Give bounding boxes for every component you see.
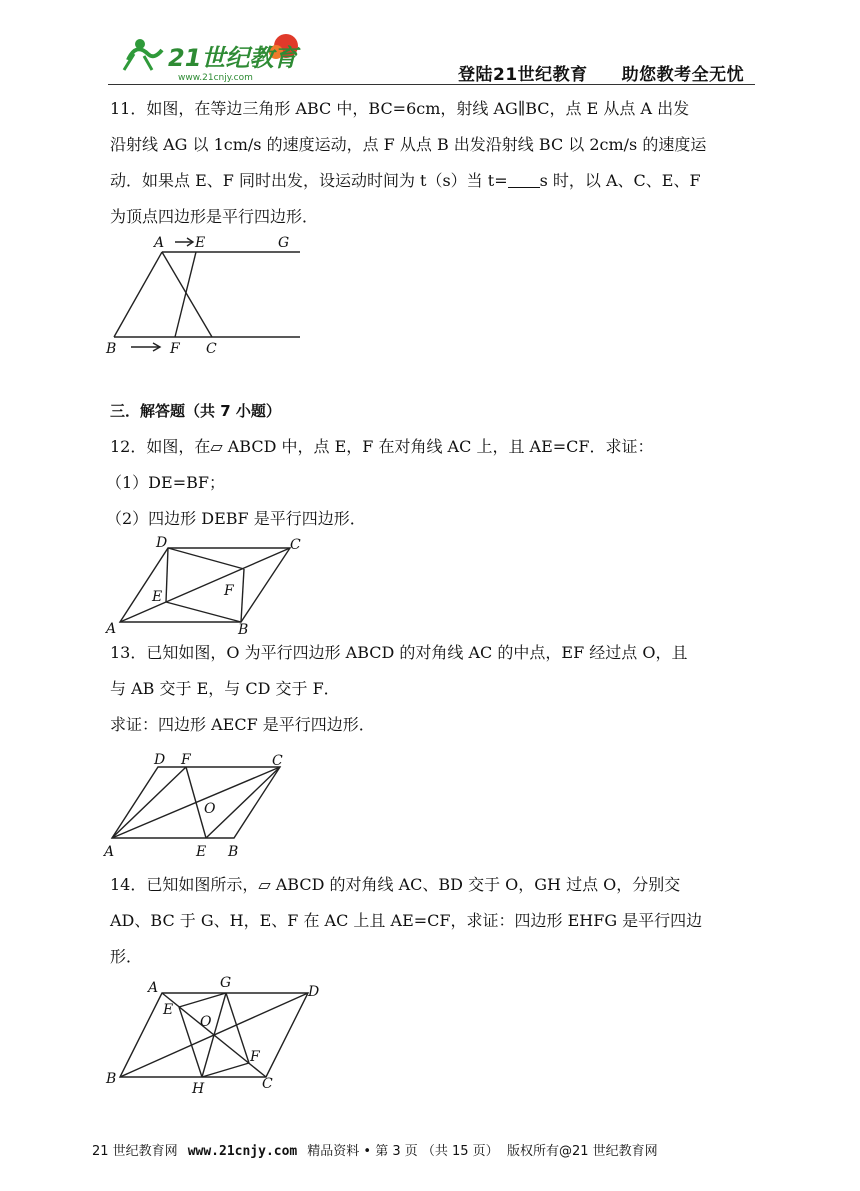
label-o: O [204,801,216,817]
segment-ec [206,767,280,838]
label-e: E [152,589,163,605]
q11-line-2: 沿射线 AG 以 1cm/s 的速度运动，点 F 从点 B 出发沿射线 BC 以 2cm/s 的速度运 [110,135,707,154]
q12-line-1: 12．如图，在▱ ABCD 中，点 E，F 在对角线 AC 上，且 AE=CF．求证： [110,437,654,456]
label-d: D [156,535,168,551]
segment-de [166,548,168,602]
segment-ef [175,252,196,337]
label-b: B [106,341,117,357]
label-e: E [163,1002,174,1018]
label-f: F [181,752,191,768]
footer-page-info: 精品资料 • 第 3 页 （共 15 页） [307,1144,499,1159]
label-a: A [104,844,115,860]
label-e: E [196,844,207,860]
label-c: C [262,1076,273,1092]
q14-line-3: 形． [110,947,143,966]
q12-figure [100,535,310,635]
diagonal-ac [120,548,290,622]
label-f: F [224,583,234,599]
q14-line-1: 14．已知如图所示，▱ ABCD 的对角线 AC、BD 交于 O，GH 过点 O，分别交 [110,875,681,894]
segment-af [112,767,186,838]
label-e: E [195,235,206,251]
label-f: F [250,1049,260,1065]
label-a: A [106,621,117,635]
side-ac [162,252,212,337]
label-a: A [154,235,165,251]
q14-line-2: AD、BC 于 G、H，E、F 在 AC 上且 AE=CF，求证：四边形 EHFG 是平行四边 [110,911,703,930]
footer-site-link[interactable]: www.21cnjy.com [187,1144,298,1159]
side-ab [114,252,162,337]
label-a: A [148,980,159,996]
label-g: G [220,975,232,991]
q11-line-3-start: 动．如果点 E、F 同时出发，设运动时间为 t（s）当 t= [110,171,508,190]
label-h: H [192,1081,205,1095]
q13-line-2: 与 AB 交于 E，与 CD 交于 F． [110,679,340,698]
footer-copyright: 版权所有@21 世纪教育网 [506,1144,658,1159]
segment-fe [186,767,206,838]
label-c: C [290,537,301,553]
logo-url: www.21cnjy.com [178,73,253,83]
segment-hf [202,1063,249,1077]
footer-left: 21 世纪教育网 [92,1144,178,1159]
answer-blank[interactable] [508,173,540,188]
q13-line-3: 求证：四边形 AECF 是平行四边形． [110,715,375,734]
segment-gh [202,993,226,1077]
q12-line-2: （1）DE=BF； [106,473,225,492]
label-f: F [170,341,180,357]
logo-graphic [110,30,310,84]
logo [110,30,310,84]
q13-figure [100,745,300,863]
label-c: C [272,753,283,769]
q12-line-3: （2）四边形 DEBF 是平行四边形． [106,509,366,528]
page-footer [92,1140,658,1159]
logo-text: 21世纪教育 [168,44,298,72]
header-motto-text: 助您教考全无忧 [621,65,745,85]
q13-line-1: 13．已知如图，O 为平行四边形 ABCD 的对角线 AC 的中点，EF 经过点 O，且 [110,643,688,662]
label-d: D [154,752,166,768]
q11-figure [100,228,310,363]
segment-df [168,548,244,569]
q11-line-1: 11．如图，在等边三角形 ABC 中，BC=6cm，射线 AG∥BC，点 E 从点 A 出发 [110,99,690,118]
label-d: D [308,984,320,1000]
q14-figure [100,970,330,1095]
header-divider [108,84,755,85]
q11-line-4: 为顶点四边形是平行四边形． [110,207,319,226]
label-c: C [206,341,217,357]
label-b: B [228,844,239,860]
segment-fb [241,569,244,622]
header-login-text: 登陆21世纪教育 [458,65,588,85]
segment-eb [166,602,241,622]
segment-ge [179,993,226,1007]
label-b: B [238,622,249,635]
label-b: B [106,1071,117,1087]
section-title: 三．解答题（共 7 小题） [110,402,281,420]
label-g: G [278,235,290,251]
q11-line-3-end: s 时，以 A、C、E、F [539,171,701,190]
q11-line-3 [110,170,701,192]
header-slogan [458,60,744,85]
label-o: O [200,1014,212,1030]
